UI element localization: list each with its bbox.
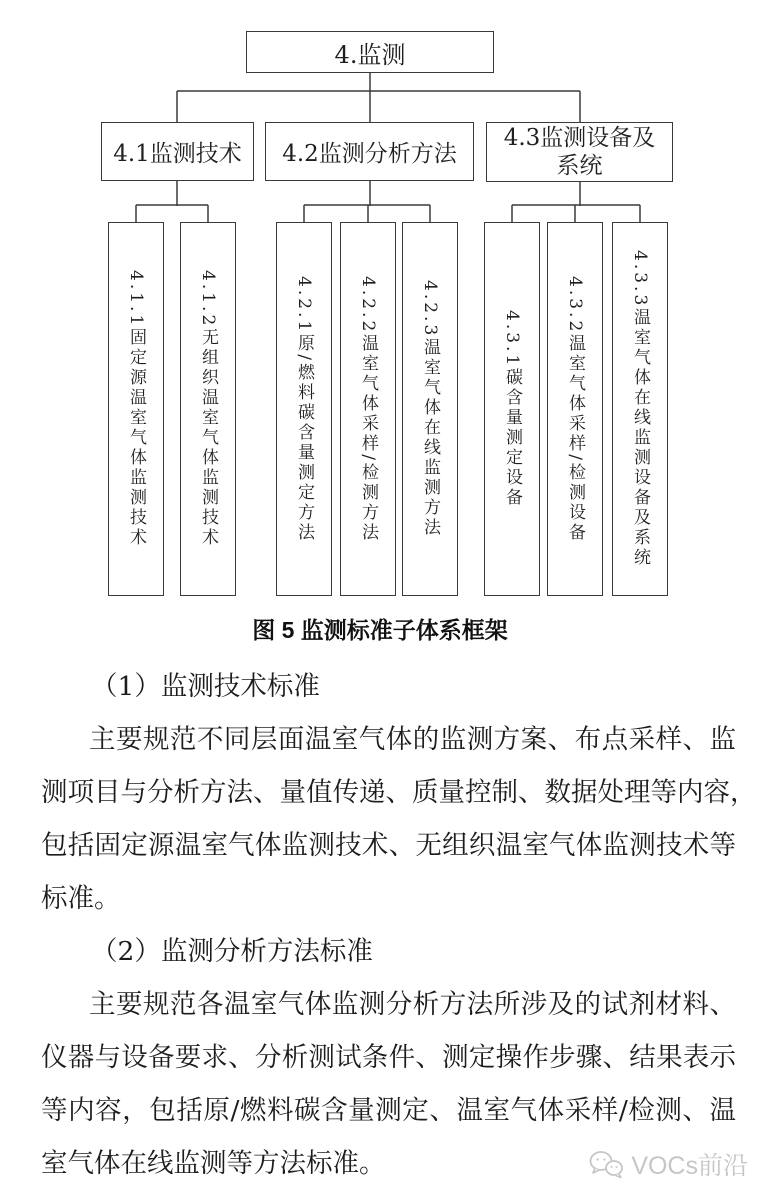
chart-node-4-2: 4.2监测分析方法 bbox=[265, 122, 474, 181]
chart-leaf-4-3-2 bbox=[547, 222, 603, 596]
paragraph-line: 包括固定源温室气体监测技术、无组织温室气体监测技术等 bbox=[41, 830, 736, 861]
paragraph-line: 测项目与分析方法、量值传递、质量控制、数据处理等内容， bbox=[41, 777, 757, 808]
chart-leaf-4-2-1 bbox=[276, 222, 332, 596]
chart-leaf-4-3-3 bbox=[612, 222, 668, 596]
chart-node-root: 4.监测 bbox=[246, 31, 494, 73]
paragraph-line: 标准。 bbox=[41, 883, 121, 914]
chart-leaf-label: 4.2.1原/燃料碳含量测定方法 bbox=[294, 275, 314, 543]
paragraph-line: 主要规范各温室气体监测分析方法所涉及的试剂材料、 bbox=[89, 989, 736, 1020]
chart-leaf-label: 4.1.1固定源温室气体监测技术 bbox=[126, 269, 146, 549]
paragraph-line: 等内容，包括原/燃料碳含量测定、温室气体采样/检测、温 bbox=[41, 1095, 736, 1126]
chart-leaf-label: 4.2.2温室气体采样/检测方法 bbox=[358, 275, 378, 543]
chart-leaf-4-3-1 bbox=[484, 222, 540, 596]
chart-leaf-label: 4.3.2温室气体采样/检测设备 bbox=[565, 275, 585, 543]
chart-leaf-4-2-2 bbox=[340, 222, 396, 596]
figure-caption: 图 5 监测标准子体系框架 bbox=[252, 617, 508, 643]
chat-bubbles-icon bbox=[588, 1149, 624, 1180]
watermark-label: VOCs前沿 bbox=[631, 1152, 748, 1180]
section-heading-1: （1）监测技术标准 bbox=[91, 671, 320, 702]
chart-node-4-1: 4.1监测技术 bbox=[101, 122, 254, 181]
chart-leaf-4-1-2 bbox=[180, 222, 236, 596]
chart-leaf-label: 4.1.2无组织温室气体监测技术 bbox=[198, 269, 218, 549]
chart-leaf-4-2-3 bbox=[402, 222, 458, 596]
chart-leaf-label: 4.3.3温室气体在线监测设备及系统 bbox=[630, 249, 650, 569]
watermark bbox=[588, 1146, 748, 1182]
chart-leaf-4-1-1 bbox=[108, 222, 164, 596]
body-text bbox=[41, 660, 757, 1190]
paragraph-line: 仪器与设备要求、分析测试条件、测定操作步骤、结果表示 bbox=[41, 1042, 736, 1073]
chart-leaf-label: 4.2.3温室气体在线监测方法 bbox=[420, 279, 440, 539]
chart-node-4-3: 4.3监测设备及系统 bbox=[486, 122, 673, 182]
chart-leaf-label: 4.3.1碳含量测定设备 bbox=[502, 309, 522, 509]
paragraph-line: 室气体在线监测等方法标准。 bbox=[41, 1148, 386, 1179]
paragraph-line: 主要规范不同层面温室气体的监测方案、布点采样、监 bbox=[89, 724, 736, 755]
section-heading-2: （2）监测分析方法标准 bbox=[91, 936, 373, 967]
